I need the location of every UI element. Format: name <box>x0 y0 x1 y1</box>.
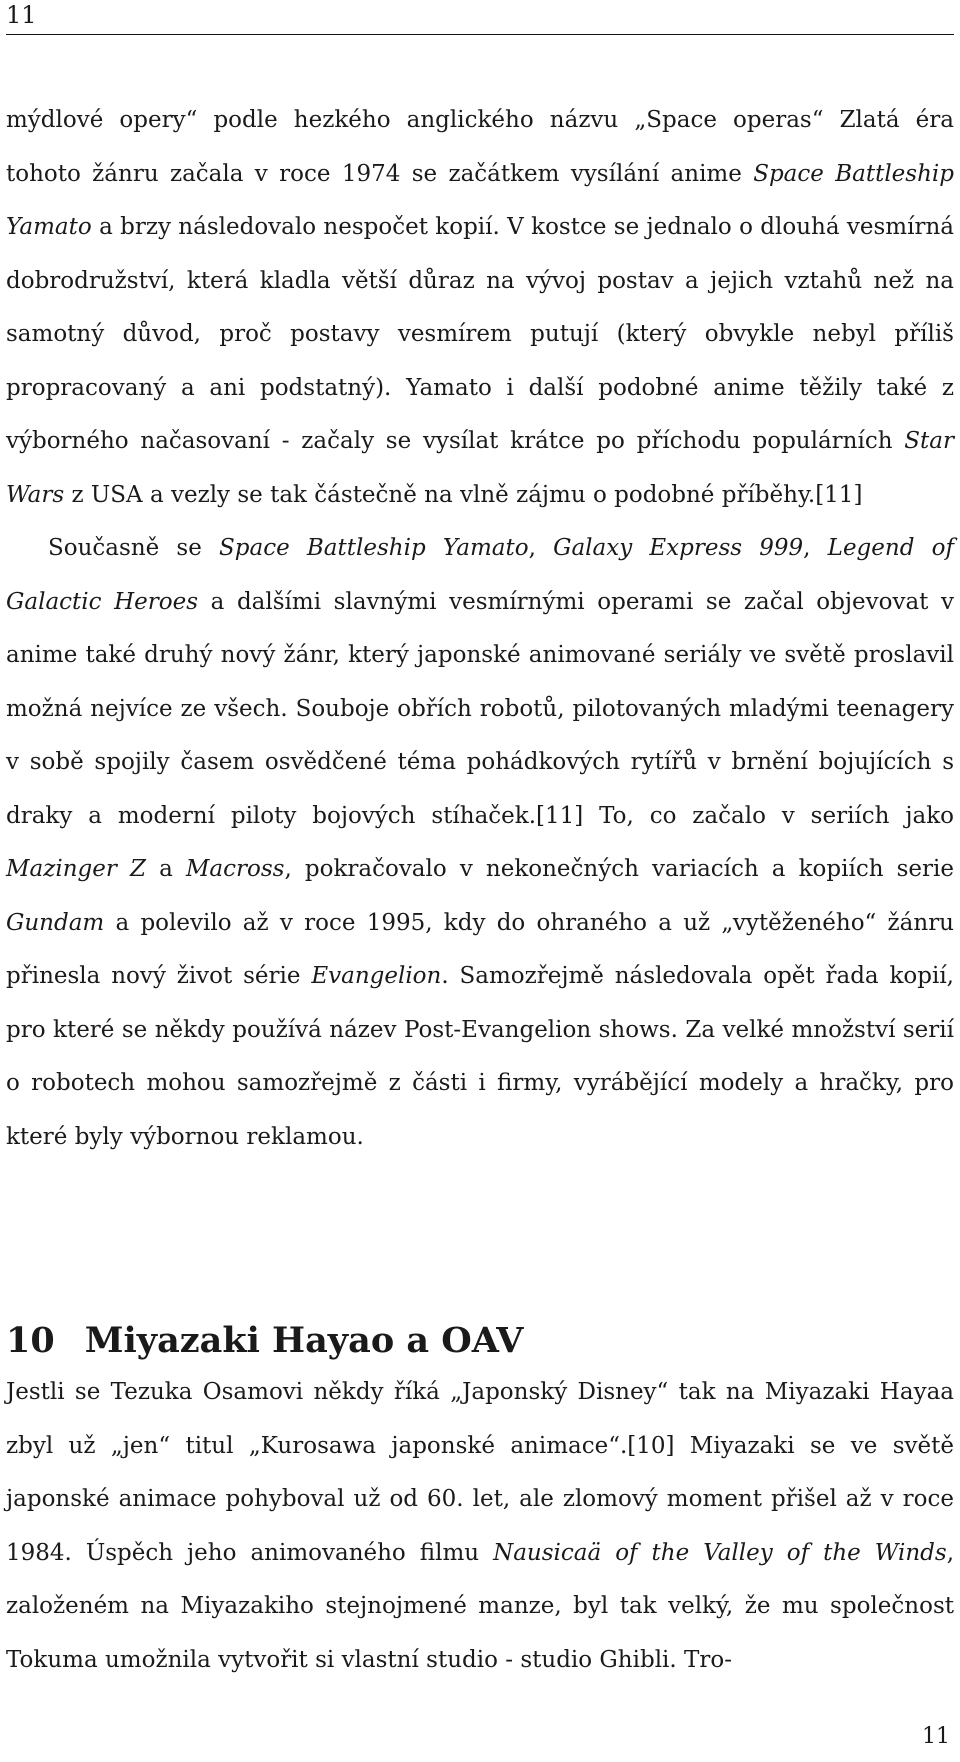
page-number: 11 <box>922 1724 950 1749</box>
text-run: a <box>145 856 186 882</box>
section-body-miyazaki <box>6 1366 954 1687</box>
title-galaxy-express-999: Galaxy Express 999 <box>553 535 804 561</box>
section-number: 10 <box>6 1320 55 1362</box>
text-run: , pokračovalo v nekonečných variacích a kopiích serie <box>284 856 955 882</box>
paragraph-space-opera <box>6 94 954 522</box>
title-legend-of-galactic-heroes: Legend of Galactic Heroes <box>6 535 954 615</box>
text-run: Jestli se Tezuka Osamovi někdy říká „Japonský Disney“ tak na Miyazaki Hayaa zbyl už „jen“ titul „Kurosawa japonské animace“.[10] Miyazaki se ve světě japonské animace pohyboval už od 60. let, ale zlomový moment přišel až v roce 1984. Úspěch jeho animovaného filmu <box>6 1379 954 1566</box>
title-nausicaa: Nausicaä of the Valley of the Winds <box>493 1539 947 1566</box>
text-run: a dalšími slavnými vesmírnými operami se začal objevovat v anime také druhý nový žánr, který japonské animované seriály ve světě proslavil možná nejvíce ze všech. Souboje obřích robotů, pilotovaných mladými teenagery v sobě spojily časem osvědčené téma pohádkových rytířů v brnění bojujících s draky a moderní piloty bojových stíhaček.[11] To, co začalo v seriích jako <box>6 588 954 829</box>
text-run: a polevilo až v roce 1995, kdy do ohraného a už „vytěženého“ žánru přinesla nový život série <box>6 909 954 989</box>
section-body-continuation <box>6 94 954 1164</box>
title-gundam: Gundam <box>6 909 105 936</box>
paragraph-mecha <box>6 522 954 1164</box>
title-mazinger-z: Mazinger Z <box>6 856 146 882</box>
text-run: mýdlové opery“ podle hezkého anglického názvu „Space operas“ Zlatá éra tohoto žánru začala v roce 1974 se začátkem vysílání anime <box>6 107 954 187</box>
text-run: a brzy následovalo nespočet kopií. V kostce se jednalo o dlouhá vesmírná dobrodružství, která kladla větší důraz na vývoj postav a jejich vztahů než na samotný důvod, proč postavy vesmírem putují (který obvykle nebyl příliš propracovaný a ani podstatný). Yamato i další podobné anime těžily také z výborného načasovaní - začaly se vysílat krátce po příchodu populárních <box>6 214 954 454</box>
title-macross: Macross <box>185 856 285 882</box>
title-evangelion: Evangelion <box>311 963 442 989</box>
title-space-battleship-yamato: Space Battleship Yamato <box>6 160 954 240</box>
text-run: . Samozřejmě následovala opět řada kopií, pro které se někdy používá název Post-Evangelion shows. Za velké množství serií o robotech mohou samozřejmě z části i firmy, vyrábějící modely a hračky, pro které byly výbornou reklamou. <box>6 963 954 1150</box>
text-run: , založeném na Miyazakiho stejnojmené manze, byl tak velký, že mu společnost Tokuma umožnila vytvořit si vlastní studio - studio Ghibli. Tro- <box>6 1539 955 1673</box>
section-title: Miyazaki Hayao a OAV <box>84 1320 524 1362</box>
header-rule <box>6 34 954 35</box>
text-run: z USA a vezly se tak částečně na vlně zájmu o podobné příběhy.[11] <box>64 481 863 508</box>
text-run: , <box>528 535 554 561</box>
paragraph-miyazaki <box>6 1366 954 1687</box>
running-header-page-number: 11 <box>6 1 37 29</box>
title-star-wars: Star Wars <box>6 428 954 508</box>
text-run: , <box>803 535 828 561</box>
title-space-battleship-yamato: Space Battleship Yamato <box>219 535 529 561</box>
section-heading <box>6 1319 523 1363</box>
text-run: Současně se <box>48 535 220 561</box>
